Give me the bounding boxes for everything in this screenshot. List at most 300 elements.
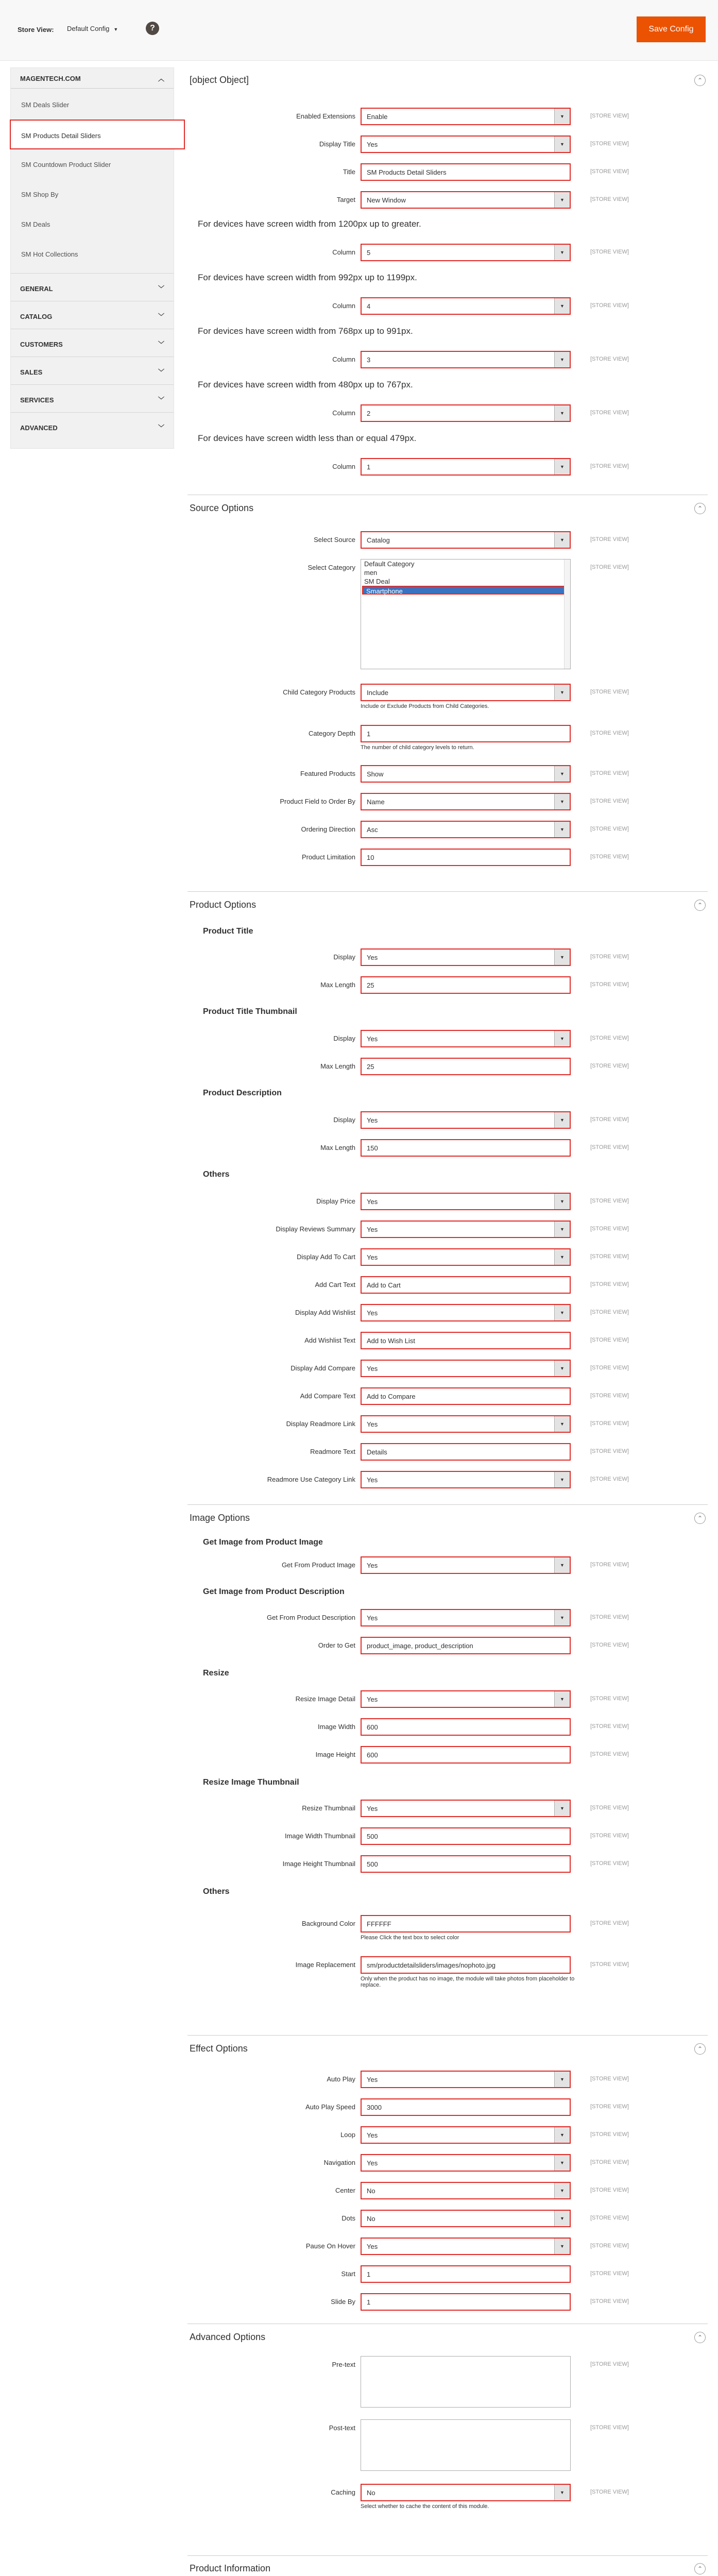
chevron-down-icon: ﹀ — [158, 368, 165, 376]
select-arrow-icon: ▼ — [554, 1472, 570, 1487]
select-arrow-icon: ▼ — [554, 1691, 570, 1707]
field-label: Max Length — [320, 1144, 355, 1151]
select-arrow-icon: ▼ — [554, 1361, 570, 1376]
select-value: Yes — [367, 1614, 378, 1622]
field-label: Dots — [341, 2214, 355, 2222]
device-heading-768: For devices have screen width from 768px up to 991px. — [198, 326, 413, 336]
row-pt-max — [187, 976, 708, 994]
wishlist-text-input[interactable]: Add to Wish List — [361, 1332, 571, 1349]
scope-label: [STORE VIEW] — [590, 2243, 629, 2249]
scope-label: [STORE VIEW] — [590, 730, 629, 736]
select-value: Yes — [367, 1035, 378, 1043]
field-label: Featured Products — [300, 770, 355, 777]
scope-label: [STORE VIEW] — [590, 1226, 629, 1232]
chevron-up-icon: ︿ — [158, 75, 165, 82]
select-arrow-icon: ▼ — [554, 2072, 570, 2087]
row-order-by — [187, 793, 708, 810]
field-label: Ordering Direction — [301, 825, 355, 833]
direction-select[interactable] — [361, 821, 571, 838]
row-center — [187, 2182, 708, 2199]
row-auto-play — [187, 2071, 708, 2088]
order-by-select[interactable] — [361, 793, 571, 810]
scope-label: [STORE VIEW] — [590, 1614, 629, 1620]
field-label: Pre-text — [332, 2361, 355, 2368]
display-add-to-cart-select[interactable] — [361, 1248, 571, 1266]
row-display-compare — [187, 1360, 708, 1377]
select-source-select[interactable] — [361, 531, 571, 549]
row-get-from-image — [187, 1556, 708, 1574]
field-label: Get From Product Description — [267, 1614, 355, 1621]
field-label: Column — [332, 463, 355, 470]
others-heading: Others — [203, 1170, 230, 1179]
field-label: Display — [333, 953, 355, 961]
select-value: 4 — [367, 302, 371, 310]
row-order-to-get — [187, 1637, 708, 1654]
select-arrow-icon: ▼ — [554, 2183, 570, 2198]
section-title[interactable]: Image Options — [190, 1513, 250, 1523]
post-text-textarea[interactable] — [361, 2419, 571, 2471]
select-value: Yes — [367, 1805, 378, 1812]
collapse-icon[interactable]: ⌃ — [694, 2043, 706, 2055]
select-value: Yes — [367, 1226, 378, 1233]
scope-label: [STORE VIEW] — [590, 981, 629, 988]
row-featured — [187, 765, 708, 783]
compare-text-input[interactable]: Add to Compare — [361, 1387, 571, 1405]
ptt-max-input[interactable]: 25 — [361, 1058, 571, 1075]
field-label: Display Add Compare — [290, 1364, 355, 1372]
row-resize-thumb — [187, 1800, 708, 1817]
image-options-section — [187, 1504, 708, 2035]
field-label: Column — [332, 302, 355, 310]
row-select-source — [187, 531, 708, 549]
scope-label: [STORE VIEW] — [590, 196, 629, 202]
scope-label: [STORE VIEW] — [590, 1833, 629, 1839]
column-768-select[interactable] — [361, 351, 571, 368]
thumb-width-input[interactable]: 500 — [361, 1827, 571, 1845]
scope-label: [STORE VIEW] — [590, 826, 629, 832]
display-reviews-select[interactable] — [361, 1221, 571, 1238]
option-default-category[interactable]: Default Category — [364, 560, 415, 568]
scope-label: [STORE VIEW] — [590, 954, 629, 960]
source-options-section — [187, 495, 708, 948]
dots-select[interactable] — [361, 2210, 571, 2227]
collapse-icon[interactable]: ⌃ — [694, 2563, 706, 2574]
sidebar-group-label: CATALOG — [20, 313, 53, 320]
image-height-input[interactable]: 600 — [361, 1746, 571, 1764]
row-column-1200 — [187, 244, 708, 261]
field-label: Product Limitation — [301, 853, 355, 861]
row-title — [187, 163, 708, 181]
select-arrow-icon: ▼ — [554, 109, 570, 124]
effect-options-section — [187, 2035, 708, 2324]
enabled-select[interactable] — [361, 108, 571, 125]
section-title[interactable]: Product Options — [190, 900, 257, 910]
row-dots — [187, 2210, 708, 2227]
select-arrow-icon: ▼ — [554, 245, 570, 260]
select-arrow-icon: ▼ — [554, 1112, 570, 1128]
display-readmore-select[interactable] — [361, 1415, 571, 1433]
row-column-479 — [187, 458, 708, 476]
field-note: Include or Exclude Products from Child Categories. — [361, 703, 489, 709]
row-thumb-height — [187, 1855, 708, 1873]
field-label: Max Length — [320, 981, 355, 989]
row-navigation — [187, 2154, 708, 2172]
navigation-select[interactable] — [361, 2154, 571, 2172]
select-value: Yes — [367, 1365, 378, 1372]
select-arrow-icon: ▼ — [554, 2239, 570, 2254]
row-image-replacement — [187, 1956, 708, 1974]
field-label: Resize Thumbnail — [302, 1804, 355, 1812]
select-arrow-icon: ▼ — [554, 1557, 570, 1573]
select-value: Yes — [367, 2243, 378, 2250]
scope-label: [STORE VIEW] — [590, 1448, 629, 1454]
select-arrow-icon: ▼ — [554, 950, 570, 965]
loop-select[interactable] — [361, 2126, 571, 2144]
field-label: Add Cart Text — [315, 1281, 355, 1289]
get-from-image-select[interactable] — [361, 1556, 571, 1574]
field-label: Get From Product Image — [281, 1561, 355, 1569]
select-value: Catalog — [367, 536, 390, 544]
pd-display-select[interactable] — [361, 1111, 571, 1129]
field-label: Display Price — [316, 1197, 355, 1205]
row-compare-text — [187, 1387, 708, 1405]
chevron-down-icon: ﹀ — [158, 396, 165, 403]
field-note: Only when the product has no image, the module will take photos from placeholder to replace. — [361, 1976, 575, 1988]
device-heading-480: For devices have screen width from 480px up to 767px. — [198, 380, 413, 389]
select-value: Yes — [367, 1116, 378, 1124]
field-note: Please Click the text box to select color — [361, 1935, 459, 1941]
sidebar-item-deals-slider[interactable] — [11, 90, 174, 120]
image-width-input[interactable]: 600 — [361, 1718, 571, 1736]
scope-label: [STORE VIEW] — [590, 564, 629, 570]
select-value: 5 — [367, 249, 371, 257]
row-display-add-to-cart — [187, 1248, 708, 1266]
page-header — [0, 0, 718, 61]
field-label: Target — [336, 196, 355, 204]
scope-label: [STORE VIEW] — [590, 1920, 629, 1926]
select-arrow-icon: ▼ — [554, 2155, 570, 2171]
field-note: The number of child category levels to return. — [361, 744, 474, 751]
row-add-cart-text — [187, 1276, 708, 1294]
option-sm-deal[interactable]: SM Deal — [364, 578, 390, 585]
select-arrow-icon: ▼ — [554, 1610, 570, 1625]
sidebar-group-magentech[interactable] — [11, 68, 174, 89]
row-ptt-max — [187, 1058, 708, 1075]
image-heading-resize: Resize — [203, 1669, 229, 1677]
scope-label: [STORE VIEW] — [590, 141, 629, 147]
sidebar-group-advanced[interactable] — [11, 412, 174, 440]
section-title[interactable]: Product Information — [190, 2563, 271, 2573]
field-label: Auto Play Speed — [305, 2103, 355, 2111]
column-480-select[interactable] — [361, 404, 571, 422]
scope-label: [STORE VIEW] — [590, 1198, 629, 1204]
general-options-section — [187, 67, 708, 490]
limit-input[interactable]: 10 — [361, 849, 571, 866]
sidebar-group-customers[interactable] — [11, 329, 174, 357]
row-pre-text — [187, 2356, 708, 2408]
bg-color-input[interactable]: FFFFFF — [361, 1915, 571, 1933]
advanced-options-section — [187, 2324, 708, 2550]
resize-thumb-select[interactable] — [361, 1800, 571, 1817]
scope-label: [STORE VIEW] — [590, 689, 629, 695]
select-value: Name — [367, 798, 385, 806]
select-arrow-icon: ▼ — [554, 1249, 570, 1265]
row-display-wishlist — [187, 1304, 708, 1321]
field-label: Post-text — [329, 2424, 355, 2432]
scope-label: [STORE VIEW] — [590, 2104, 629, 2110]
scope-label: [STORE VIEW] — [590, 2131, 629, 2138]
field-label: Readmore Use Category Link — [267, 1476, 355, 1483]
field-label: Navigation — [323, 2159, 355, 2166]
field-label: Auto Play — [327, 2075, 355, 2083]
select-value: Yes — [367, 2076, 378, 2083]
scope-label: [STORE VIEW] — [590, 2187, 629, 2193]
scope-label: [STORE VIEW] — [590, 2215, 629, 2221]
row-display-reviews — [187, 1221, 708, 1238]
scope-label: [STORE VIEW] — [590, 302, 629, 309]
order-to-get-input[interactable]: product_image, product_description — [361, 1637, 571, 1654]
sidebar-item-products-detail-sliders[interactable] — [10, 120, 185, 149]
add-cart-text-input[interactable]: Add to Cart — [361, 1276, 571, 1294]
scope-label: [STORE VIEW] — [590, 463, 629, 469]
row-enabled — [187, 108, 708, 125]
device-heading-479: For devices have screen width less than or equal 479px. — [198, 433, 417, 443]
select-arrow-icon: ▼ — [554, 352, 570, 367]
section-title[interactable]: Effect Options — [190, 2043, 248, 2054]
field-label: Enabled Extensions — [296, 112, 355, 120]
select-value: Yes — [367, 954, 378, 961]
collapse-icon[interactable]: ⌃ — [694, 2332, 706, 2343]
pt-display-select[interactable] — [361, 948, 571, 966]
option-smartphone[interactable]: Smartphone — [362, 586, 565, 595]
row-image-height — [187, 1746, 708, 1764]
sidebar-group-label: SALES — [20, 368, 43, 376]
scope-label: [STORE VIEW] — [590, 1805, 629, 1811]
scope-label: [STORE VIEW] — [590, 113, 629, 119]
pd-max-input[interactable]: 150 — [361, 1139, 571, 1157]
collapse-icon[interactable]: ⌃ — [694, 75, 706, 86]
sidebar-item-label: SM Hot Collections — [21, 250, 78, 258]
scope-label: [STORE VIEW] — [590, 1337, 629, 1343]
caching-select[interactable] — [361, 2484, 571, 2501]
featured-select[interactable] — [361, 765, 571, 783]
select-value: Asc — [367, 826, 378, 834]
target-select[interactable] — [361, 191, 571, 209]
scope-label: [STORE VIEW] — [590, 1696, 629, 1702]
row-pd-max — [187, 1139, 708, 1157]
row-display-price — [187, 1193, 708, 1210]
scope-label: [STORE VIEW] — [590, 1476, 629, 1482]
scope-label: [STORE VIEW] — [590, 1035, 629, 1041]
chevron-down-icon: ﹀ — [158, 341, 165, 348]
help-icon[interactable]: ? — [146, 22, 159, 35]
row-pt-display — [187, 948, 708, 966]
display-title-select[interactable] — [361, 135, 571, 153]
collapse-icon[interactable]: ⌃ — [694, 1513, 706, 1524]
scope-label: [STORE VIEW] — [590, 410, 629, 416]
sidebar-group-label: CUSTOMERS — [20, 341, 63, 348]
image-heading-description: Get Image from Product Description — [203, 1587, 345, 1596]
sidebar-item-shop-by[interactable] — [11, 179, 174, 209]
sidebar-item-label: SM Products Detail Sliders — [21, 132, 101, 140]
scope-label: [STORE VIEW] — [590, 1642, 629, 1648]
scope-label: [STORE VIEW] — [590, 798, 629, 804]
option-men[interactable]: men — [364, 569, 378, 577]
store-view-value: Default Config — [67, 25, 110, 32]
row-child-category — [187, 684, 708, 701]
display-wishlist-select[interactable] — [361, 1304, 571, 1321]
row-column-992 — [187, 297, 708, 315]
select-arrow-icon: ▼ — [554, 822, 570, 837]
scope-label: [STORE VIEW] — [590, 168, 629, 175]
readmore-category-select[interactable] — [361, 1471, 571, 1488]
scope-label: [STORE VIEW] — [590, 1393, 629, 1399]
row-post-text — [187, 2419, 708, 2471]
select-value: Yes — [367, 1562, 378, 1569]
row-pause-on-hover — [187, 2238, 708, 2255]
scope-label: [STORE VIEW] — [590, 2270, 629, 2277]
field-label: Image Width — [318, 1723, 355, 1731]
section-title[interactable]: [object Object] — [190, 75, 249, 85]
row-pd-display — [187, 1111, 708, 1129]
ptt-display-select[interactable] — [361, 1030, 571, 1047]
row-slide-by — [187, 2293, 708, 2311]
row-select-category — [187, 559, 708, 669]
scope-label: [STORE VIEW] — [590, 356, 629, 362]
column-1200-select[interactable] — [361, 244, 571, 261]
category-depth-input[interactable]: 1 — [361, 725, 571, 742]
select-value: Include — [367, 689, 388, 697]
auto-play-select[interactable] — [361, 2071, 571, 2088]
field-label: Add Compare Text — [300, 1392, 355, 1400]
resize-detail-select[interactable] — [361, 1690, 571, 1708]
collapse-icon[interactable]: ⌃ — [694, 503, 706, 514]
sidebar-item-deals[interactable] — [11, 209, 174, 239]
auto-play-speed-input[interactable]: 3000 — [361, 2098, 571, 2116]
row-display-readmore — [187, 1415, 708, 1433]
row-caching — [187, 2484, 708, 2501]
pre-text-textarea[interactable] — [361, 2356, 571, 2408]
center-select[interactable] — [361, 2182, 571, 2199]
field-label: Center — [335, 2187, 355, 2194]
field-label: Column — [332, 248, 355, 256]
field-label: Image Width Thumbnail — [284, 1832, 355, 1840]
collapse-icon[interactable]: ⌃ — [694, 900, 706, 911]
select-category-multiselect[interactable] — [361, 559, 571, 669]
pause-on-hover-select[interactable] — [361, 2238, 571, 2255]
display-price-select[interactable] — [361, 1193, 571, 1210]
product-description-heading: Product Description — [203, 1089, 282, 1097]
select-arrow-icon: ▼ — [554, 1194, 570, 1209]
select-value: Show — [367, 770, 384, 778]
row-display-title — [187, 135, 708, 153]
select-value: No — [367, 2489, 375, 2497]
pt-max-input[interactable]: 25 — [361, 976, 571, 994]
scope-label: [STORE VIEW] — [590, 1144, 629, 1150]
section-title[interactable]: Advanced Options — [190, 2332, 266, 2342]
row-wishlist-text — [187, 1332, 708, 1349]
row-readmore-text — [187, 1443, 708, 1461]
row-ptt-display — [187, 1030, 708, 1047]
chevron-down-icon: ﹀ — [158, 313, 165, 320]
row-column-480 — [187, 404, 708, 422]
field-label: Add Wishlist Text — [304, 1336, 355, 1344]
select-arrow-icon: ▼ — [554, 405, 570, 421]
field-label: Readmore Text — [310, 1448, 355, 1455]
select-arrow-icon: ▼ — [554, 2485, 570, 2500]
readmore-text-input[interactable]: Details — [361, 1443, 571, 1461]
sidebar-group-general[interactable] — [11, 273, 174, 301]
row-start — [187, 2265, 708, 2283]
select-value: No — [367, 2215, 375, 2223]
select-value: Yes — [367, 2159, 378, 2167]
sidebar-group-sales[interactable] — [11, 357, 174, 384]
field-label: Select Category — [307, 564, 355, 571]
select-value: Yes — [367, 1476, 378, 1484]
sidebar-item-label: SM Shop By — [21, 191, 59, 198]
select-arrow-icon: ▼ — [554, 298, 570, 314]
scope-label: [STORE VIEW] — [590, 2425, 629, 2431]
thumb-height-input[interactable]: 500 — [361, 1855, 571, 1873]
select-value: Yes — [367, 1309, 378, 1317]
sidebar-item-countdown-slider[interactable] — [11, 149, 174, 179]
product-options-section — [187, 891, 708, 1556]
column-479-select[interactable] — [361, 458, 571, 476]
field-label: Slide By — [331, 2298, 355, 2306]
field-label: Child Category Products — [283, 688, 355, 696]
scope-label: [STORE VIEW] — [590, 1309, 629, 1315]
scope-label: [STORE VIEW] — [590, 1961, 629, 1968]
store-view-label: Store View: — [18, 26, 54, 33]
image-replacement-input[interactable]: sm/productdetailsliders/images/nophoto.jpg — [361, 1956, 571, 1974]
field-label: Display Readmore Link — [286, 1420, 355, 1428]
field-label: Resize Image Detail — [295, 1695, 355, 1703]
select-value: Yes — [367, 1198, 378, 1206]
column-992-select[interactable] — [361, 297, 571, 315]
sidebar-group-catalog[interactable] — [11, 301, 174, 329]
scope-label: [STORE VIEW] — [590, 249, 629, 255]
store-view-switcher[interactable] — [67, 25, 118, 32]
row-target — [187, 191, 708, 209]
row-auto-play-speed — [187, 2098, 708, 2116]
select-arrow-icon: ▼ — [554, 2211, 570, 2226]
field-label: Max Length — [320, 1062, 355, 1070]
scrollbar[interactable] — [564, 560, 570, 669]
sidebar-item-hot-collections[interactable] — [11, 239, 174, 269]
field-label: Display Add To Cart — [297, 1253, 355, 1261]
start-input[interactable]: 1 — [361, 2265, 571, 2283]
section-title[interactable]: Source Options — [190, 503, 254, 513]
product-title-thumbnail-heading: Product Title Thumbnail — [203, 1007, 297, 1016]
scope-label: [STORE VIEW] — [590, 2076, 629, 2082]
child-category-select[interactable] — [361, 684, 571, 701]
sidebar-group-services[interactable] — [11, 384, 174, 412]
select-value: No — [367, 2187, 375, 2195]
device-heading-992: For devices have screen width from 992px up to 1199px. — [198, 273, 417, 282]
field-label: Category Depth — [308, 730, 355, 737]
config-sidebar — [10, 67, 174, 449]
scope-label: [STORE VIEW] — [590, 1562, 629, 1568]
select-arrow-icon: ▼ — [554, 532, 570, 548]
select-value: Enable — [367, 113, 388, 121]
scope-label: [STORE VIEW] — [590, 1063, 629, 1069]
display-compare-select[interactable] — [361, 1360, 571, 1377]
save-config-button[interactable]: Save Config — [637, 16, 706, 42]
slide-by-input[interactable]: 1 — [361, 2293, 571, 2311]
get-from-description-select[interactable] — [361, 1609, 571, 1626]
field-label: Image Height — [315, 1751, 355, 1758]
title-input[interactable]: SM Products Detail Sliders — [361, 163, 571, 181]
